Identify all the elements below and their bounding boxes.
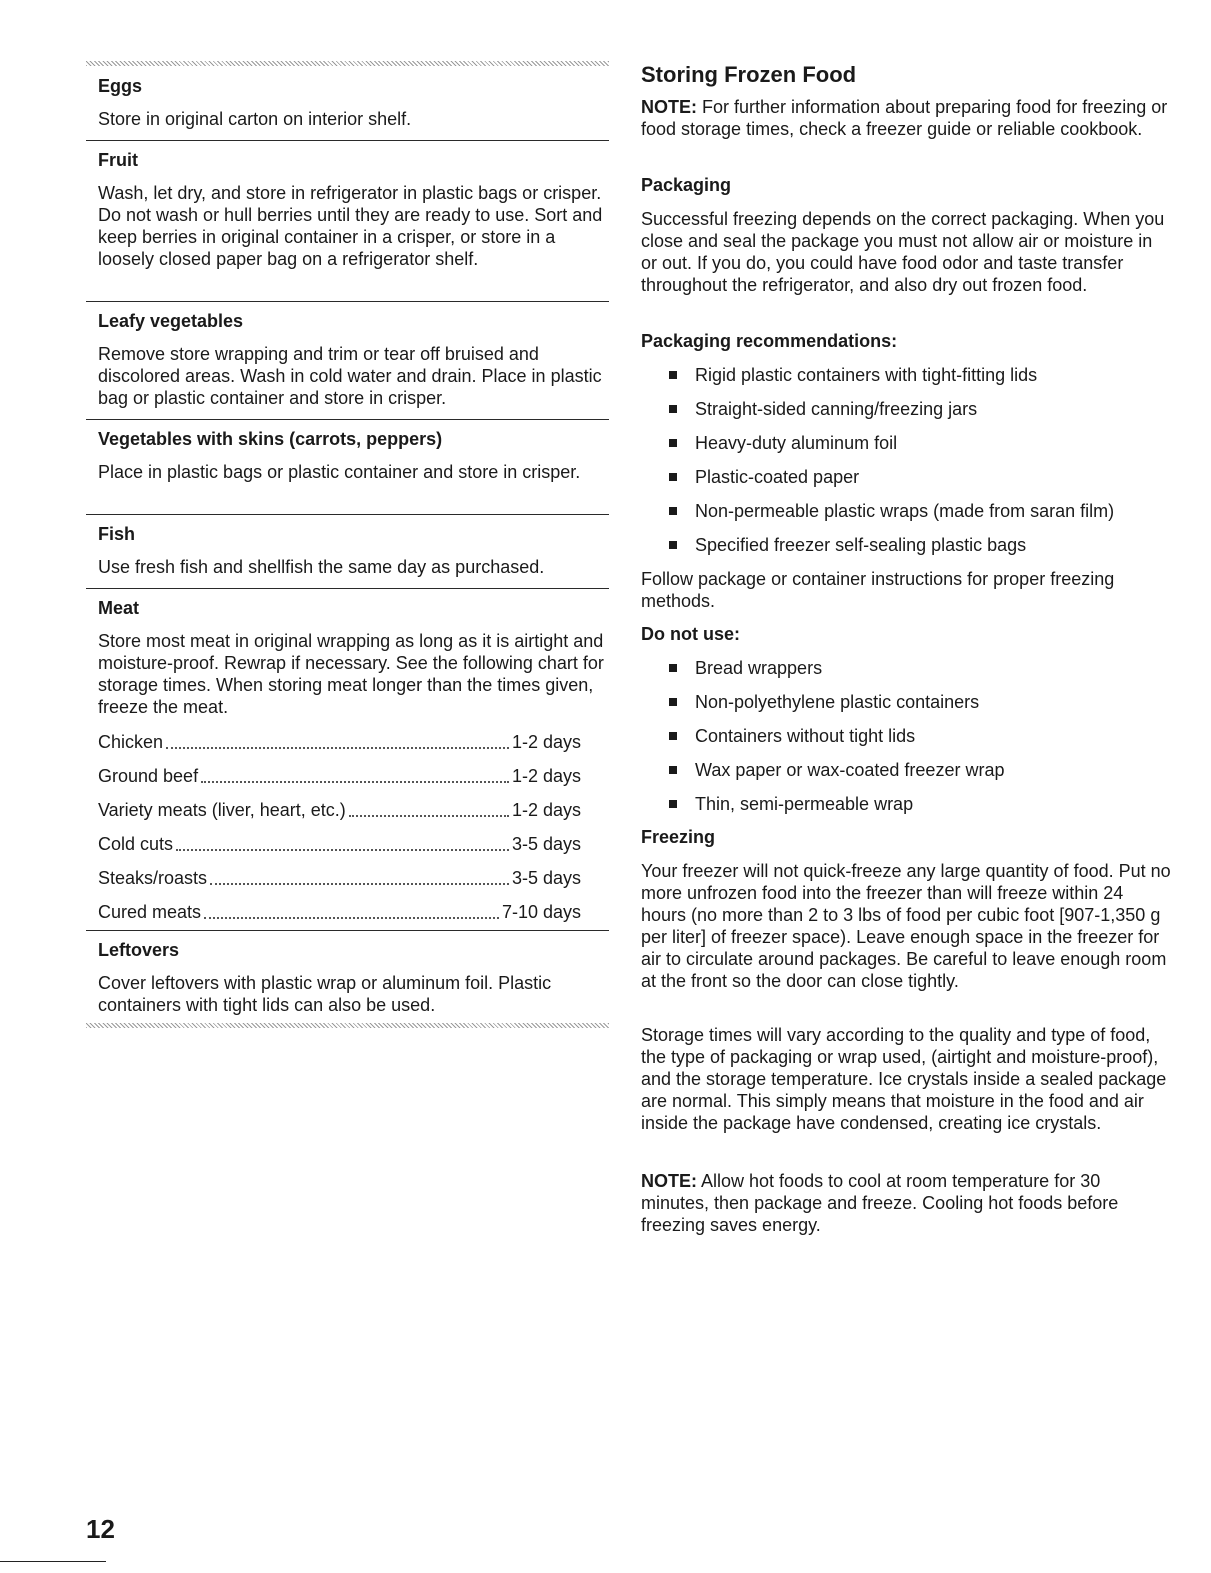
section-body: Store most meat in original wrapping as long as it is airtight and moisture-proof. Rewrap if necessary. See the following chart for storage times. When storing meat longer than the times given, freeze the meat. [98, 631, 604, 717]
section-eggs [86, 66, 609, 140]
meat-item: Variety meats (liver, heart, etc.) [98, 800, 346, 820]
section-heading: Vegetables with skins (carrots, peppers) [98, 429, 443, 449]
bullet-square-icon [669, 698, 677, 706]
dot-leader [349, 815, 509, 817]
section-body: Wash, let dry, and store in refrigerator in plastic bags or crisper. Do not wash or hull berries until they are ready to use. Sort and keep berries in original container in a crisper, or store in a loosely closed paper bag on a refrigerator shelf. [98, 183, 603, 269]
meat-chart-row [98, 833, 581, 855]
meat-storage-time: 7-10 days [501, 902, 581, 922]
freezing-paragraph: Your freezer will not quick-freeze any large quantity of food. Put no more unfrozen food into the freezer than will freeze within 24 hours (no more than 2 to 3 lbs of food per cubic foot [907-1,350 g per liter] of freezer space). Leave enough space in the freezer for air to circulate around packages. Be careful to leave enough room at the front so the door can close tightly. [641, 861, 1171, 991]
bullet-square-icon [669, 405, 677, 413]
dot-leader [166, 747, 509, 749]
section-fruit [86, 140, 609, 302]
bullet-text: Bread wrappers [695, 658, 823, 678]
meat-storage-time: 1-2 days [511, 766, 581, 786]
instructions-paragraph: Follow package or container instructions for proper freezing methods. [641, 569, 1115, 611]
meat-chart-row [98, 867, 581, 889]
section-heading: Eggs [98, 76, 143, 96]
section-meat [86, 588, 609, 931]
note-text: For further information about preparing food for freezing or food storage times, check a freezer guide or reliable cookbook. [641, 97, 1168, 139]
bullet-square-icon [669, 507, 677, 515]
packaging-heading: Packaging [641, 175, 732, 195]
note-label: NOTE: [641, 1171, 697, 1191]
do-not-use-heading: Do not use: [641, 624, 740, 644]
section-vegetables-with-skins [86, 419, 609, 515]
section-body: Store in original carton on interior shelf. [98, 109, 412, 129]
storage-times-paragraph: Storage times will vary according to the quality and type of food, the type of packaging or wrap used, (airtight and moisture-proof), and the storage temperature. Ice crystals inside a sealed package are normal. This simply means that moisture in the food and air inside the package have condensed, creating ice crystals. [641, 1025, 1167, 1133]
footer-rule [0, 1561, 106, 1562]
meat-item: Chicken [98, 732, 164, 752]
bullet-text: Thin, semi-permeable wrap [695, 794, 914, 814]
section-heading: Meat [98, 598, 140, 618]
bullet-square-icon [669, 664, 677, 672]
section-body: Use fresh fish and shellfish the same day as purchased. [98, 557, 545, 577]
bullet-text: Wax paper or wax-coated freezer wrap [695, 760, 1005, 780]
meat-item: Cold cuts [98, 834, 174, 854]
section-body: Cover leftovers with plastic wrap or aluminum foil. Plastic containers with tight lids can also be used. [98, 973, 552, 1015]
meat-storage-time: 3-5 days [511, 834, 581, 854]
bullet-square-icon [669, 541, 677, 549]
section-heading: Leftovers [98, 940, 180, 960]
bullet-square-icon [669, 473, 677, 481]
note-label: NOTE: [641, 97, 697, 117]
section-leafy-vegetables [86, 301, 609, 420]
bullet-square-icon [669, 371, 677, 379]
meat-storage-time: 3-5 days [511, 868, 581, 888]
bullet-text: Heavy-duty aluminum foil [695, 433, 898, 453]
section-heading: Fish [98, 524, 136, 544]
meat-item: Cured meats [98, 902, 202, 922]
dot-leader [176, 849, 509, 851]
bullet-text: Non-permeable plastic wraps (made from saran film) [695, 501, 1115, 521]
bullet-text: Plastic-coated paper [695, 467, 860, 487]
meat-chart-row [98, 731, 581, 753]
section-body: Remove store wrapping and trim or tear off bruised and discolored areas. Wash in cold water and drain. Place in plastic bag or plastic container and store in crisper. [98, 344, 602, 408]
bullet-text: Non-polyethylene plastic containers [695, 692, 980, 712]
bullet-square-icon [669, 732, 677, 740]
bullet-text: Rigid plastic containers with tight-fitting lids [695, 365, 1038, 385]
bullet-square-icon [669, 766, 677, 774]
bullet-text: Containers without tight lids [695, 726, 916, 746]
note-paragraph [641, 96, 1171, 140]
bullet-square-icon [669, 800, 677, 808]
meat-chart-row [98, 901, 581, 923]
freezing-heading: Freezing [641, 827, 716, 847]
section-heading: Fruit [98, 150, 138, 170]
meat-chart-row [98, 765, 581, 787]
section-leftovers [86, 930, 609, 1024]
dot-leader [210, 883, 509, 885]
section-body: Place in plastic bags or plastic container and store in crisper. [98, 462, 581, 482]
hatched-bottom-rule [86, 1023, 609, 1028]
dot-leader [201, 781, 509, 783]
section-heading: Leafy vegetables [98, 311, 244, 331]
bullet-text: Specified freezer self-sealing plastic bags [695, 535, 1027, 555]
meat-storage-time: 1-2 days [511, 800, 581, 820]
meat-item: Steaks/roasts [98, 868, 208, 888]
meat-chart-row [98, 799, 581, 821]
meat-item: Ground beef [98, 766, 199, 786]
bullet-square-icon [669, 439, 677, 447]
note-text: Allow hot foods to cool at room temperature for 30 minutes, then package and freeze. Cooling hot foods before freezing saves energy. [641, 1171, 1119, 1235]
bullet-text: Straight-sided canning/freezing jars [695, 399, 978, 419]
page-section-title: Storing Frozen Food [641, 62, 857, 87]
dot-leader [204, 917, 499, 919]
recommendations-heading: Packaging recommendations: [641, 331, 898, 351]
section-fish [86, 514, 609, 589]
packaging-paragraph: Successful freezing depends on the correct packaging. When you close and seal the package you must not allow air or moisture in or out. If you do, you could have food odor and taste transfer throughout the refrigerator, and also dry out frozen food. [641, 209, 1165, 295]
page-number: 12 [86, 1514, 115, 1544]
meat-storage-time: 1-2 days [511, 732, 581, 752]
note-paragraph [641, 1170, 1171, 1236]
